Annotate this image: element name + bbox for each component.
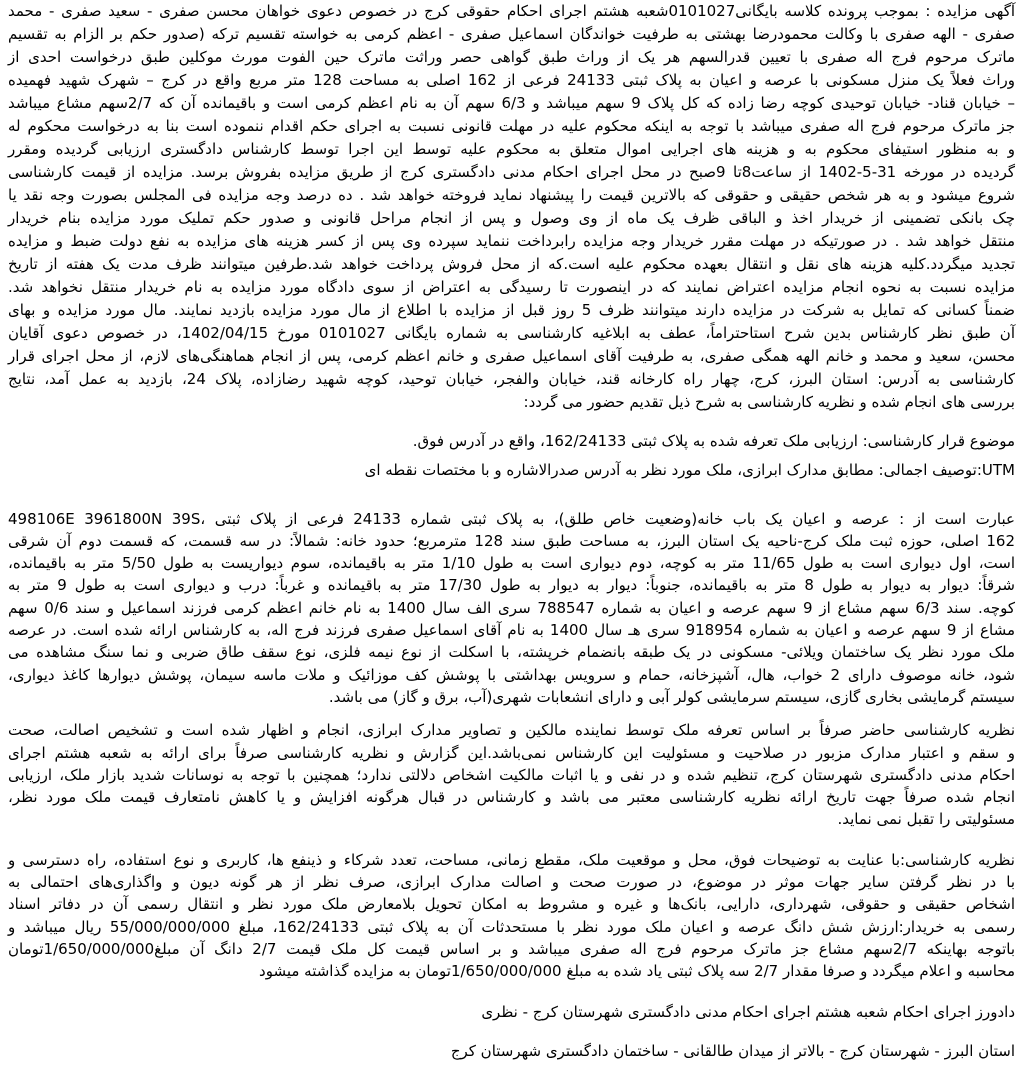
text-line: مشاع از 9 سهم عرصه و اعیان به شماره 918954 سری هـ سال 1400 به نام آقای اسماعیل صفری فرزند فرج اله، به کارشناس ارائه شده است. در عرصه xyxy=(8,621,1015,640)
signature-line xyxy=(8,1001,1015,1023)
expert-opinion-paragraph xyxy=(8,849,1015,983)
text-line: موضوع قرار کارشناسی: ارزیابی ملک تعرفه شده به پلاک ثبتی 162/24133، واقع در آدرس فوق. xyxy=(412,432,1015,450)
text-line: نظریه کارشناسی:با عنایت به توضیحات فوق، محل و موقعیت ملک، مقطع زمانی، مساحت، تعدد شرکاء و ذینفع ها، کاربری و نوع استفاده، راه دسترسی و xyxy=(8,850,1015,869)
text-line: چک بانکی تضمینی از خریدار اخذ و الباقی ظرف یک ماه از وی وصول و پس از انجام مراحل قانونی و صدور حکم تملیک مورد مزایده بنام خریدار xyxy=(8,209,1015,227)
text-line: آن طبق نظر کارشناس بدین شرح استاحتراماً، عطف به ابلاغیه کارشناسی به شماره بایگانی 0101027 مورخ 1402/04/15، در خصوص دعوی آقایان xyxy=(8,324,1015,342)
text-line: UTM:توصیف اجمالی: مطابق مدارک ابرازی، ملک مورد نظر به آدرس صدرالاشاره و با مختصات نقطه ای xyxy=(364,461,1015,480)
expert-subject-line xyxy=(8,430,1015,452)
text-line: ماترک مرحوم فرج اله صفری با تعیین قدرالسهم هر یک از وراث طبق گواهی حصر وراثت ماترک حین الفوت مورث موکلین طبق درخواست احدی از xyxy=(8,48,1015,66)
text-line: – خیابان قناد- خیابان توحیدی کوچه رضا زاده که کل پلاک 9 سهم میباشد و 6/3 سهم آن به نام اعظم کرمی است و باقیمانده آن که 2/7سهم مشاع میباشد xyxy=(8,94,1015,112)
text-line: محسن، سعید و محمد و خانم الهه همگی صفری، به طرفیت آقای اسماعیل صفری و خانم اعظم کرمی، پس از انجام هماهنگی‌های لازم، از محل اجرای قرار xyxy=(8,347,1015,365)
text-line: شود، خانه موصوف دارای 2 خواب، هال، آشپزخانه، حمام و سرویس بهداشتی با پوشش کف موزائیک و ملات ماسه سیمان، پوشش دیوارها کاغذ دیواری، xyxy=(8,665,1015,684)
text-line: 162 اصلی، حوزه ثبت ملک کرج-ناحیه یک استان البرز، به مساحت طبق سند 128 مترمربع؛ حدود خانه: شمالاً: در سه قسمت، که قسمت دوم آن شرقی xyxy=(8,531,1015,550)
text-line: صفری - الهه صفری با وکالت محمودرضا بهشتی به طرفیت خواندگان اسماعیل صفری - اعظم کرمی به خواسته تقسیم ترکه (صدور حکم بر الزام به تقسیم xyxy=(8,25,1015,43)
text-line: استان البرز - شهرستان کرج - بالاتر از میدان طالقانی - ساختمان دادگستری شهرستان کرج xyxy=(450,1041,1015,1060)
text-line: انجام شده صرفاً جهت تاریخ ارائه نظریه کارشناسی معتبر می باشد و کارشناس در قبال هرگونه افزایش و یا کاهش نامتعارف قیمت ملک مورد نظر، xyxy=(8,788,1015,807)
text-line: سیستم گرمایشی بخاری گازی، سیستم سرمایشی کولر آبی و دارای انشعابات شهری(آب، برق و گاز) می باشد. xyxy=(328,687,1015,706)
text-line: مزایده نسبت به نحوه انجام مزایده اعتراض نمایند که در اینصورت تا رسیدگی به اعتراض از سوی دادگاه مورد مزایده به نام خریدار منتقل نخواهد شد. xyxy=(8,278,1015,296)
text-line: نظریه کارشناسی حاضر صرفاً بر اساس تعرفه ملک توسط نماینده مالکین و تصاویر مدارک ابرازی، انجام و اظهار شده است و تشخیص اصالت، صحت xyxy=(8,721,1015,740)
text-line: آگهی مزایده : بموجب پرونده کلاسه بایگانی0101027شعبه هشتم اجرای احکام حقوقی کرج در خصوص دعوی خواهان محسن صفری - سعید صفری - محمد xyxy=(8,2,1015,20)
text-line: کوچه. سند 6/3 سهم مشاع از 9 سهم عرصه و اعیان به شماره 788547 سری الف سال 1400 به نام خانم اعظم کرمی فرزند اسماعیل و سند 0/6 سهم xyxy=(8,598,1016,617)
text-line: است، اول دیواری است به طول 11/65 متر به کوچه، دوم دیواری است به طول 1/10 متر به باقیمانده، سوم دیواریست به طول 5/50 متر به باقیمانده، xyxy=(8,554,1016,573)
text-line: اشخاص حقیقی و حقوقی، شهرداری، دارایی، بانک‌ها و غیره و مشروط به امکان تحویل بلامعارض ملک مورد نظر و انتقال رسمی آن در دفاتر اسناد xyxy=(8,895,1015,914)
disclaimer-paragraph xyxy=(8,719,1015,830)
text-line: محاسبه و اعلام میگردد و صرفا مقدار 2/7 سه پلاک ثبتی یاد شده به مبلغ 1/650/000/000تومان به مزایده گذاشته میشود xyxy=(259,962,1015,981)
text-line: وراث فعلاً یک منزل مسکونی با عرصه و اعیان به پلاک ثبتی 24133 فرعی از 162 اصلی به مساحت 128 متر مربع واقع در کرج – شهرک شهید فهمیده xyxy=(8,71,1015,89)
court-address-line xyxy=(8,1040,1015,1062)
text-line: ضمناً کسانی که تمایل به شرکت در مزایده دارند میتوانند ظرف 5 روز قبل از مزایده با اطلاع از مال مورد مزایده بازدید نمایند. مال مورد مزایده و بهای xyxy=(8,301,1015,319)
text-line: احکام مدنی دادگستری شهرستان کرج، تنظیم شده و در نفی و یا اثبات مالکیت اشخاص دلالتی ندارد؛ همچنین با توجه به نوسانات شدید بازار ملک، ارزیابی xyxy=(8,765,1015,784)
text-line: مسئولیتی را تقبل نمی نماید. xyxy=(837,810,1015,829)
text-line: تجدید میگردد.کلیه هزینه های نقل و انتقال بعهده محکوم علیه است.که از محل فروش پرداخت خواهد شد.طرفین میتوانند ظرف مدت یک هفته از تاریخ xyxy=(8,255,1015,273)
summary-description-line xyxy=(8,459,1015,481)
text-line: شروع میشود و به هر شخص حقیقی و حقوقی که بالاترین قیمت را پیشنهاد نماید فروخته خواهد شد . ده درصد وجه مزایده فی المجلس بصورت وجه نقد یا xyxy=(8,186,1015,204)
property-description-paragraph xyxy=(8,508,1015,709)
text-line: منتقل خواهد شد . در صورتیکه در مهلت مقرر خریدار وجه مزایده رابرداخت ننماید سپرده وی پس از کسر هزینه های مزایده به نفع دولت ضبط و مزایده xyxy=(8,232,1015,250)
text-line: جز ماترک مرحوم فرج اله صفری میباشد با توجه به اینکه محکوم علیه در مهلت قانونی نسبت به اجرای حکم اقدام ننموده است بنا به درخواست محکوم له xyxy=(8,117,1015,135)
text-line: گردیده در مورخه 31-5-1402 از ساعت8تا 9صبح در محل اجرای احکام مدنی دادگستری کرج از طریق مزایده بفروش برسد. مزایده از قیمت کارشناسی xyxy=(8,163,1016,181)
text-line: عبارت است از : عرصه و اعیان یک باب خانه(وضعیت خاص طلق)، به پلاک ثبتی شماره 24133 فرعی از پلاک ثبتی ،498106E 3961800N 39S xyxy=(8,509,1015,528)
text-line: و به منظور استیفای محکوم به و هزینه های اجرایی اموال متعلق به محکوم علیه توسط این اجرا توسط کارشناس دادگستری ارزیابی گردیده ومقرر xyxy=(8,140,1015,158)
text-line: شرقاً: دیوار به دیوار به طول 8 متر به باقیمانده، جنوباً: دیوار به دیوار به طول 17/30 متر به باقیمانده و غرباً: درب و دیواری است به طول 9 متر به xyxy=(8,576,1016,595)
text-line: ملک مورد نظر یک ساختمان ویلائی- مسکونی در یک طبقه بانضمام خرپشته، با اسکلت از نوع نیمه فلزی، نوع سقف طاق ضربی و نما سنگ مشاهده می xyxy=(8,643,1015,662)
text-line: کارشناسی به آدرس: استان البرز، کرج، چهار راه کارخانه قند، خیابان والفجر، خیابان توحید، کوچه شهید رضازاده، پلاک 24، بازدید به عمل آمد، نتایج xyxy=(8,370,1015,388)
text-line: رسمی به خریدار:ارزش شش دانگ عرصه و اعیان ملک مورد نظر با مستحدثات آن به پلاک ثبتی 162/24133، مبلغ 55/000/000/000 ریال میباشد و xyxy=(8,917,1015,936)
text-line: و سقم و اعتبار مدارک مزبور در صلاحیت و مسئولیت این کارشناس نمی‌باشد.این گزارش و نظریه کارشناسی صرفاً برای ارائه به شعبه هشتم اجرای xyxy=(8,743,1015,762)
text-line: با در نظر گرفتن سایر جهات موثر در موضوع، در صورت صحت و اصالت مدارک ابرازی، صرف نظر از هر گونه دیون و واگذاری‌های احتمالی به xyxy=(8,873,1015,892)
text-line: باتوجه بهاینکه 2/7سهم مشاع جز ماترک مرحوم فرج اله صفری میباشد و بر اساس قیمت کل ملک قیمت 2/7 دانگ آن مبلغ1/650/000/000تومان xyxy=(8,939,1016,958)
notice-intro-paragraph xyxy=(8,0,1015,414)
text-line: دادورز اجرای احکام شعبه هشتم اجرای احکام مدنی دادگستری شهرستان کرج - نظری xyxy=(481,1002,1015,1021)
text-line: بررسی های انجام شده و نظریه کارشناسی به شرح ذیل تقدیم حضور می گردد: xyxy=(523,393,1015,411)
